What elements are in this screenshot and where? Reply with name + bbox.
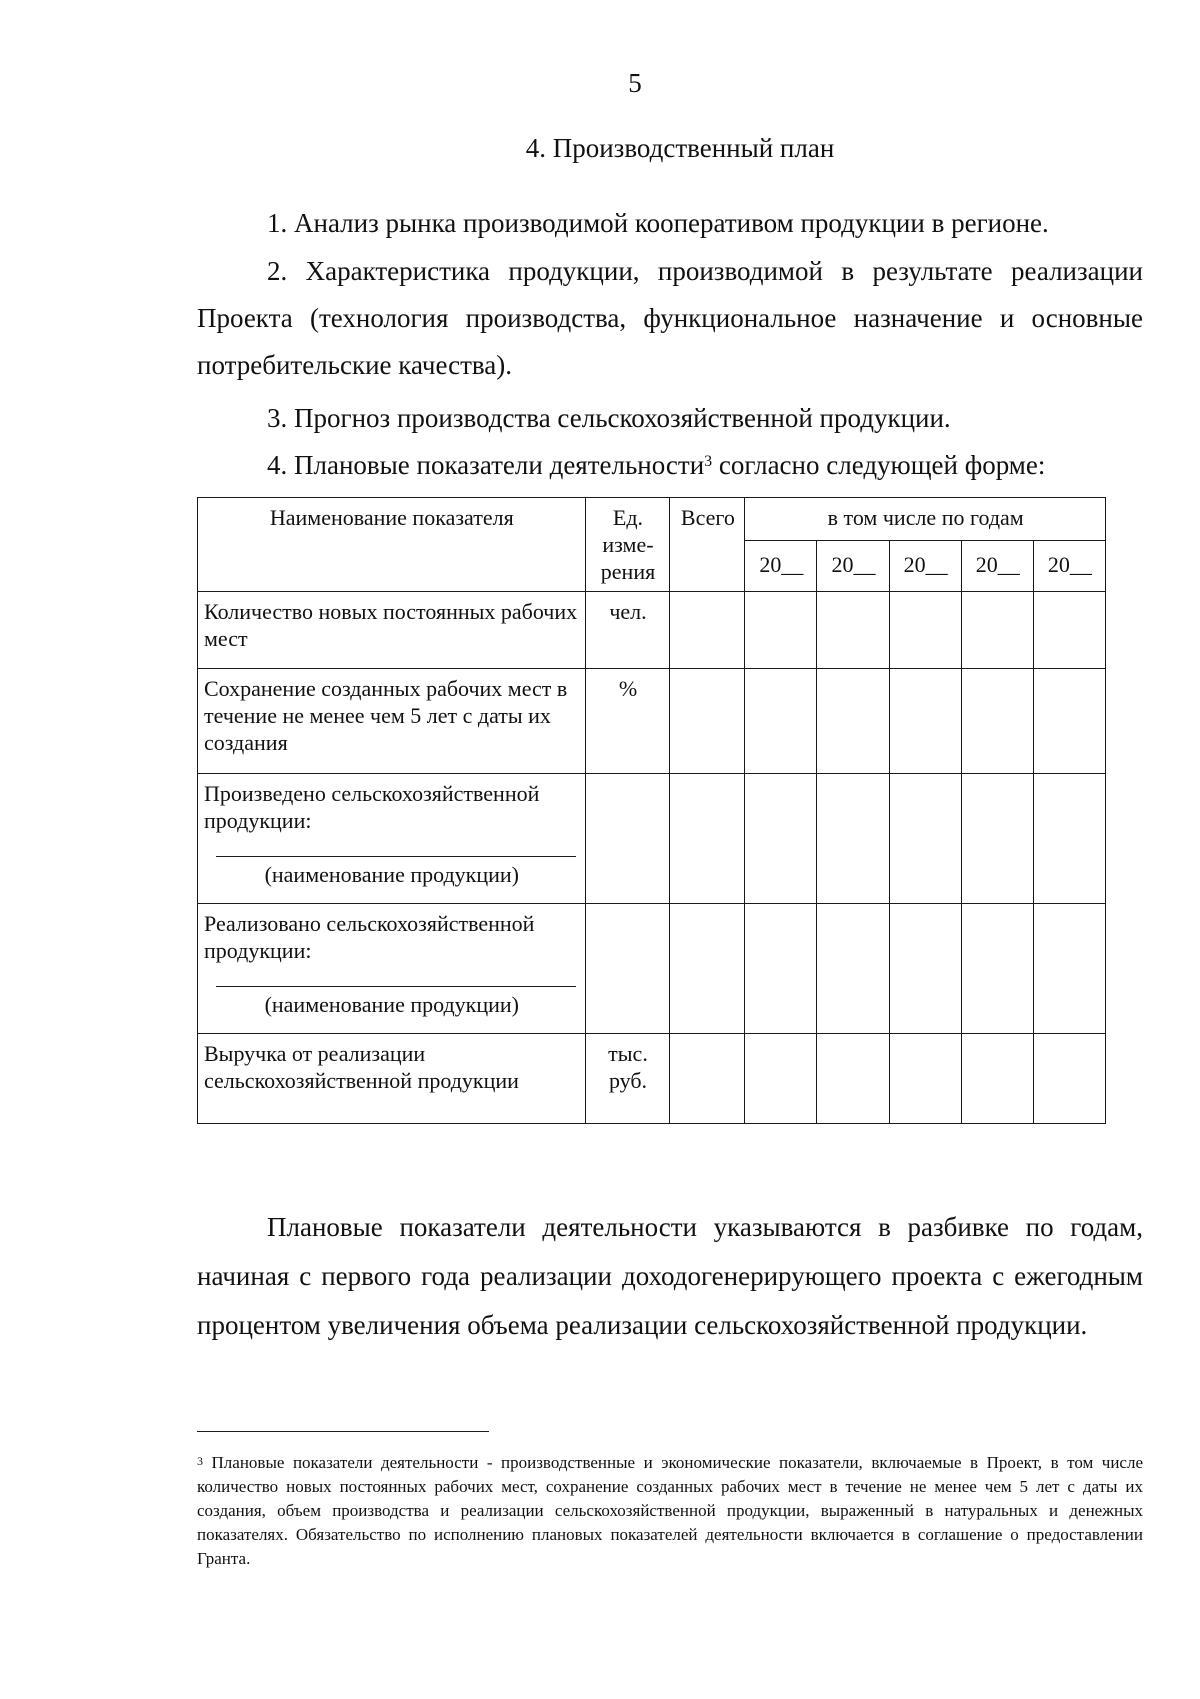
header-unit: Ед. изме-рения xyxy=(585,498,670,592)
row-year-cell xyxy=(889,669,961,774)
row-year-cell xyxy=(1033,592,1105,669)
row-total-cell xyxy=(670,669,745,774)
row-total-cell xyxy=(670,592,745,669)
row-unit xyxy=(585,904,670,1034)
footnote-marker: 3 xyxy=(197,1454,203,1468)
paragraph-production-forecast: 3. Прогноз производства сельскохозяйственной продукции. xyxy=(267,403,951,433)
table-header-row xyxy=(198,498,1106,541)
page-number: 5 xyxy=(628,68,642,98)
header-year: 20__ xyxy=(1033,541,1105,592)
header-year: 20__ xyxy=(817,541,889,592)
paragraph-market-analysis: 1. Анализ рынка производимой кооперативом продукции в регионе. xyxy=(267,208,1049,238)
row-year-cell xyxy=(889,774,961,904)
row-year-cell xyxy=(1033,669,1105,774)
row-name: Реализовано сельскохозяйственной продукции: xyxy=(204,911,535,963)
product-name-blank-line xyxy=(216,834,576,857)
header-year: 20__ xyxy=(745,541,817,592)
paragraph-product-characteristics: 2. Характеристика продукции, производимой в результате реализации Проекта (технология производства, функциональное назначение и основные потребительские качества). xyxy=(197,256,1143,380)
product-name-blank-line xyxy=(216,964,576,987)
header-year: 20__ xyxy=(961,541,1033,592)
footnote-separator xyxy=(197,1431,489,1432)
row-year-cell xyxy=(817,592,889,669)
footnote-text: Плановые показатели деятельности - производственные и экономические показатели, включаемые в Проект, в том числе количество новых постоянных рабочих мест, сохранение созданных рабочих мест в течение не менее чем 5 лет с даты их создания, объем производства и реализации сельскохозяйственной продукции, выраженный в натуральных и денежных показателях. Обязательство по исполнению плановых показателей деятельности включается в соглашение о предоставлении Гранта. xyxy=(197,1453,1143,1568)
row-year-cell xyxy=(961,774,1033,904)
product-name-caption: (наименование продукции) xyxy=(264,862,520,887)
table-row xyxy=(198,904,1106,1034)
planned-indicators-tail: согласно следующей форме: xyxy=(712,450,1046,480)
paragraph-planned-indicators xyxy=(197,442,1143,489)
row-year-cell xyxy=(745,669,817,774)
row-year-cell xyxy=(1033,904,1105,1034)
section-title: 4. Производственный план xyxy=(525,133,835,163)
row-year-cell xyxy=(745,1034,817,1124)
row-total-cell xyxy=(670,1034,745,1124)
row-name: Произведено сельскохозяйственной продукции: xyxy=(204,781,540,833)
header-total: Всего xyxy=(670,498,745,592)
row-year-cell xyxy=(745,774,817,904)
header-by-years: в том числе по годам xyxy=(745,498,1106,541)
row-year-cell xyxy=(745,904,817,1034)
row-year-cell xyxy=(817,1034,889,1124)
row-year-cell xyxy=(961,1034,1033,1124)
planned-indicators-text: 4. Плановые показатели деятельности xyxy=(267,450,705,480)
table-row xyxy=(198,774,1106,904)
header-year: 20__ xyxy=(889,541,961,592)
header-indicator-name: Наименование показателя xyxy=(198,498,586,592)
row-year-cell xyxy=(889,592,961,669)
row-year-cell xyxy=(817,774,889,904)
row-year-cell xyxy=(817,904,889,1034)
row-unit: % xyxy=(585,669,670,774)
row-unit: тыс. руб. xyxy=(585,1034,670,1124)
footnote xyxy=(197,1451,1143,1571)
row-year-cell xyxy=(817,669,889,774)
product-name-caption: (наименование продукции) xyxy=(264,992,520,1017)
row-year-cell xyxy=(745,592,817,669)
row-year-cell xyxy=(889,1034,961,1124)
row-name-cell xyxy=(198,774,586,904)
row-unit xyxy=(585,774,670,904)
row-unit: чел. xyxy=(585,592,670,669)
row-year-cell xyxy=(961,669,1033,774)
row-total-cell xyxy=(670,774,745,904)
planned-indicators-table xyxy=(197,497,1106,1124)
row-year-cell xyxy=(889,904,961,1034)
table-row xyxy=(198,592,1106,669)
row-name: Количество новых постоянных рабочих мест xyxy=(198,592,586,669)
paragraph-indicators-breakdown: Плановые показатели деятельности указываются в разбивке по годам, начиная с первого года реализации доходогенерирующего проекта с ежегодным процентом увеличения объема реализации сельскохозяйственной продукции. xyxy=(197,1212,1143,1340)
footnote-reference: 3 xyxy=(704,453,713,470)
row-name: Выручка от реализации сельскохозяйственной продукции xyxy=(198,1034,586,1124)
row-name: Сохранение созданных рабочих мест в течение не менее чем 5 лет с даты их создания xyxy=(198,669,586,774)
table-row xyxy=(198,1034,1106,1124)
row-year-cell xyxy=(961,592,1033,669)
row-year-cell xyxy=(1033,774,1105,904)
row-year-cell xyxy=(1033,1034,1105,1124)
table-row xyxy=(198,669,1106,774)
row-name-cell xyxy=(198,904,586,1034)
row-year-cell xyxy=(961,904,1033,1034)
row-total-cell xyxy=(670,904,745,1034)
